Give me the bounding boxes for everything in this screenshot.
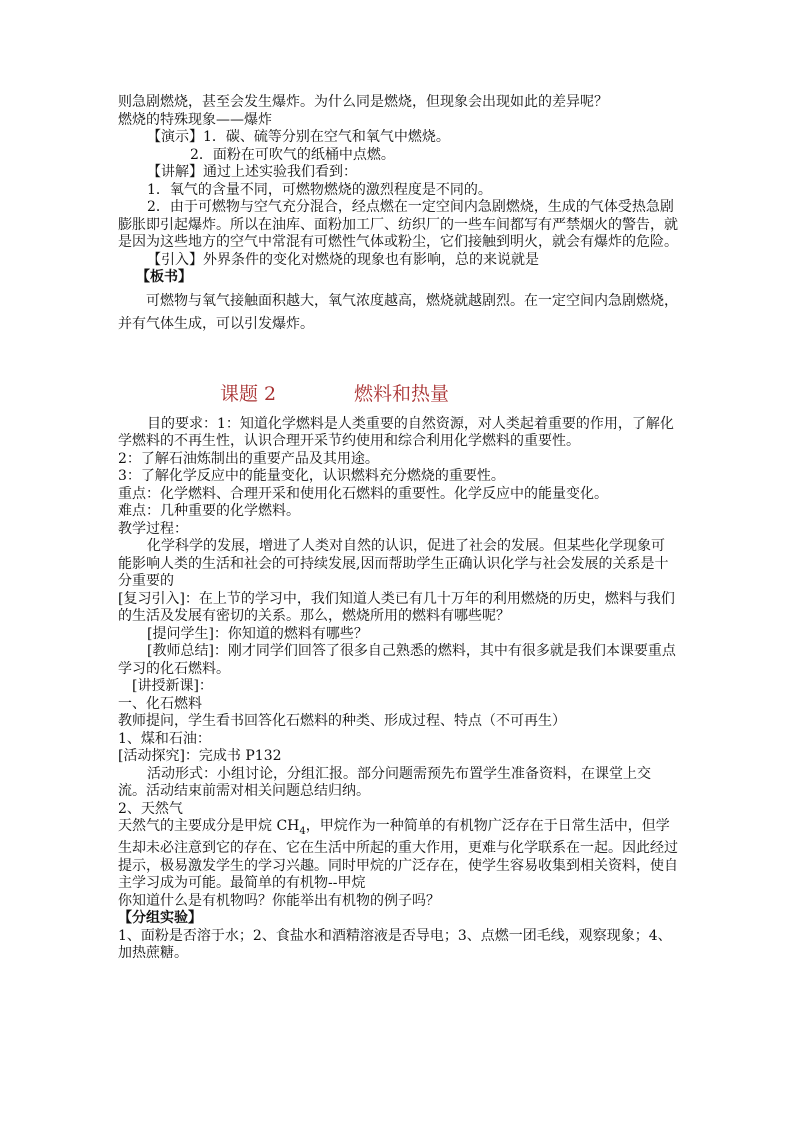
objectives-paragraph: 目的要求：1：知道化学燃料是人类重要的自然资源，对人类起着重要的作用，了解化学燃料的不再生性，认识合理开采节约使用和综合利用化学燃料的重要性。 xyxy=(118,415,674,449)
demo-line-1: 【演示】1．碳、硫等分别在空气和氧气中燃烧。 xyxy=(147,129,450,145)
lesson-title xyxy=(118,382,678,406)
section-heading-explosion: 燃烧的特殊现象——爆炸 xyxy=(118,111,272,128)
organic-question: 你知道什么是有机物吗？你能举出有机物的例子吗？ xyxy=(118,892,440,909)
teacher-question-line: 教师提问，学生看书回答化石燃料的种类、形成过程、特点（不可再生） xyxy=(118,713,566,729)
explanation-line: 【讲解】通过上述实验我们看到： xyxy=(147,164,357,180)
board-heading: 【板书】 xyxy=(136,269,192,285)
difficult-points: 难点：几种重要的化学燃料。 xyxy=(118,503,300,519)
text-line: 则急剧燃烧，甚至会发生爆炸。为什么同是燃烧，但现象会出现如此的差异呢？ xyxy=(118,94,608,110)
intro-paragraph: 化学科学的发展，增进了人类对自然的认识，促进了社会的发展。但某些化学现象可能影响人类的生活和社会的可持续发展,因而帮助学生正确认识化学与社会发展的关系是十分重要的 xyxy=(118,538,669,589)
group-experiment-heading: 【分组实验】 xyxy=(118,910,202,927)
new-lesson-label: [讲授新课]： xyxy=(132,678,213,694)
board-conclusion-1: 可燃物与氧气接触面积越大，氧气浓度越高，燃烧就越剧烈。在一定空间内急剧燃烧， xyxy=(146,292,678,309)
subsection-natural-gas: 2、天然气 xyxy=(118,800,183,817)
subscript-four: 4 xyxy=(299,825,306,837)
explanation-point-1: 1．氧气的含量不同，可燃物燃烧的激烈程度是不同的。 xyxy=(147,181,492,198)
lesson-name: 燃料和热量 xyxy=(354,382,450,405)
objective-2: 2：了解石油炼制出的重要产品及其用途。 xyxy=(118,450,379,467)
natural-gas-text-a: 天然气的主要成分是甲烷 CH xyxy=(118,818,300,834)
subsection-coal-oil: 1、煤和石油： xyxy=(118,730,211,747)
activity-form-paragraph: 活动形式：小组讨论，分组汇报。部分问题需预先布置学生准备资料，在课堂上交流。活动结束前需对相关问题总结归纳。 xyxy=(118,765,651,799)
review-paragraph: [复习引入]：在上节的学习中，我们知道人类已有几十万年的利用燃烧的历史，燃料与我们的生活及发展有密切的关系。那么，燃烧所用的燃料有哪些呢？ xyxy=(118,590,675,624)
natural-gas-paragraph xyxy=(118,818,678,893)
board-conclusion-2: 并有气体生成，可以引发爆炸。 xyxy=(118,316,314,332)
document-page xyxy=(118,94,678,963)
activity-line: [活动探究]：完成书 P132 xyxy=(118,748,282,764)
explanation-point-2: 2．由于可燃物与空气充分混合，经点燃在一定空间内急剧燃烧，生成的气体受热急剧膨胀即引起爆炸。所以在油库、面粉加工厂、纺织厂的一些车间都写有严禁烟火的警告，就是因为这些地方的空气中常混有可燃性气体或粉尘，它们接触到明火，就会有爆炸的危险。 xyxy=(118,199,678,250)
teaching-process-heading: 教学过程： xyxy=(118,520,188,537)
key-points: 重点：化学燃料、合理开采和使用化石燃料的重要性。化学反应中的能量变化。 xyxy=(118,485,608,502)
natural-gas-text-b: ，甲烷作为一种简单的有机物广泛存在于日常生活中，但学生却未必注意到它的存在、它在生活中所起的重大作用，更难与化学联系在一起。因此经过提示，极易激发学生的学习兴趣。同时甲烷的广泛存在，使学生容易收集到相关资料，使自主学习成为可能。最简单的有机物--甲烷 xyxy=(118,818,678,892)
teacher-summary-paragraph: [教师总结]：刚才同学们回答了很多自己熟悉的燃料，其中有很多就是我们本课要重点学习的化石燃料。 xyxy=(118,643,676,677)
demo-line-2: 2．面粉在可吹气的纸桶中点燃。 xyxy=(190,146,395,163)
section-fossil-fuels: 一、化石燃料 xyxy=(118,695,202,712)
experiment-list: 1、面粉是否溶于水；2、食盐水和酒精溶液是否导电；3、点燃一团毛线，观察现象；4、加热蔗糖。 xyxy=(118,927,672,962)
lesson-number: 课题 2 xyxy=(220,382,277,405)
question-line: [提问学生]：你知道的燃料有哪些？ xyxy=(147,625,368,642)
objective-3: 3：了解化学反应中的能量变化，认识燃料充分燃烧的重要性。 xyxy=(118,468,505,484)
introduction-line: 【引入】外界条件的变化对燃烧的现象也有影响，总的来说就是 xyxy=(147,251,539,268)
